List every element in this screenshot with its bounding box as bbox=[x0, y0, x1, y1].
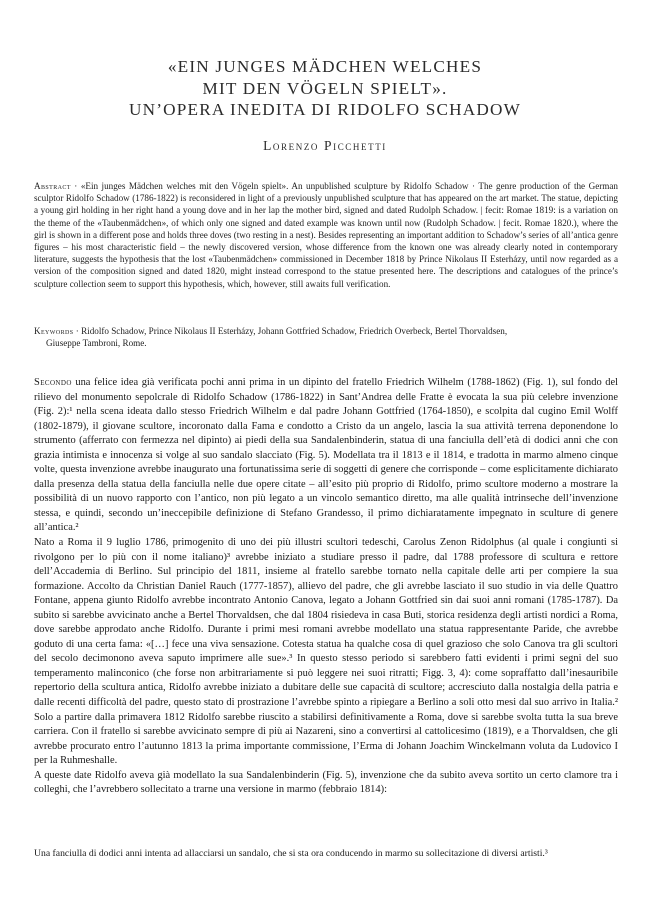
block-quote: Una fanciulla di dodici anni intenta ad allacciarsi un sandalo, che si sta ora conducendo in marmo su sollecitazione di diversi artisti.³ bbox=[34, 848, 548, 859]
body-paragraph-1-text: una felice idea già verificata pochi anni prima in un dipinto del fratello Friedrich Wilhelm (1788-1862) (Fig. 1), sul fondo del rilievo del monumento sepolcrale di Ridolfo Schadow (1786-1822) in Sant’Andrea delle Fratte è evocata la sua più celebre invenzione (Fig. 2):¹ nella scena ideata dallo stesso Friedrich Wilhelm e dal padre Johann Gottfried (1764-1850), e scolpita dal cugino Emil Wolff (1802-1879), il giovane scultore, incoronato dalla Fama e condotto a Cristo da un angelo, lascia la sua attività terrena deponendone lo strumento (afferrato con fermezza nel dipinto) ai piedi della sua Sandalenbinderin, statua di una fanciulla dell’età di dodici anni che con grazia intimista e innocenza si volge al suo sandalo slacciato (Fig. 5). Modellata tra il 1813 e il 1814, e tradotta in marmo almeno cinque volte, questa invenzione avrebbe inaugurato una fortunatissima serie di soggetti di genere che corrisponde – come esplicitamente dichiarato dalla presenza della statua della fanciulla nelle due opere citate – all’esito più proprio di Ridolfo, primo scultore moderno a mostrare la possibilità di un nuovo rapporto con l’antico, non più legato a un vincolo semantico diretto, ma alle qualità intrinseche dell’invenzione stessa, e quindi, secondo un’ineccepibile definizione di Stefano Grandesso, il primo dichiaratamente impegnato in sculture di genere all’antica.² bbox=[34, 377, 618, 534]
author-name: Lorenzo Picchetti bbox=[263, 138, 387, 153]
body-paragraph-3: A queste date Ridolfo aveva già modellato la sua Sandalenbinderin (Fig. 5), invenzione che da subito aveva sortito un certo clamore tra i colleghi, che l’avrebbero sollecitato a trarne una versione in marmo (febbraio 1814): bbox=[34, 769, 618, 796]
abstract bbox=[34, 180, 618, 290]
article-body bbox=[34, 376, 618, 798]
title-line-3: UN’OPERA INEDITA DI RIDOLFO SCHADOW bbox=[129, 100, 521, 119]
title-line-2: MIT DEN VÖGELN SPIELT». bbox=[202, 78, 448, 98]
article-title bbox=[60, 56, 590, 121]
body-paragraph-1 bbox=[34, 376, 618, 536]
keywords bbox=[34, 325, 618, 349]
keywords-line-2: Giuseppe Tambroni, Rome. bbox=[46, 338, 147, 349]
abstract-text: · «Ein junges Mädchen welches mit den Vögeln spielt». An unpublished sculpture by Ridolfo Schadow · The genre production of the German sculptor Ridolfo Schadow (1786-1822) is reconsidered in light of a previously unpublished sculpture that has appeared on the art market. The statue, depicting a young girl holding in her right hand a young dove and in her lap the mother bird, signed and dated Rudolph Schadow. | fecit: Romae 1819: is a variation on the theme of the «Taubenmädchen», of which only one signed and dated example was known until now (Rudolph Schadow. | fecit. Romae 1820.), where the girl is shown in a different pose and holds three doves (two resting in a nest). Besides representing an important addition to Schadow’s series of all’antica genre figures – his most characteristic field – the newly discovered version, whose difference from the known one was already clearly noted in contemporary literature, suggests the hypothesis that the lost «Taubenmädchen» commissioned in December 1818 by Prince Nikolaus II Esterházy, until now regarded as a version of the composition signed and dated 1820, might instead correspond to the statue presented here. The descriptions and catalogues of the prince’s sculpture collection seem to support this hypothesis, which, however, still awaits full verification. bbox=[34, 181, 618, 289]
keywords-line-1: · Ridolfo Schadow, Prince Nikolaus II Esterházy, Johann Gottfried Schadow, Friedrich Overbeck, Bertel Thorvaldsen, bbox=[73, 326, 508, 336]
body-lead-word: Secondo bbox=[34, 377, 72, 388]
keywords-label: Keywords bbox=[34, 326, 74, 336]
body-paragraph-2: Nato a Roma il 9 luglio 1786, primogenito di uno dei più illustri scultori tedeschi, Carolus Zenon Ridolphus (al quale i congiunti si rivolgono per lo più con il nome italiano)³ avrebbe iniziato a studiare presso il padre, dal 1788 professore di scultura e rettore dell’Accademia di Berlino. Sul principio del 1811, insieme al fratello sarebbe tornato nella capitale delle arti per compiere la sua formazione. Accolto da Christian Daniel Rauch (1777-1857), allievo del padre, che gli avrebbe lasciato il suo studio in via delle Quattro Fontane, appena giunto Ridolfo avrebbe incontrato Antonio Canova, legato a Johann Gottfried sin dai suoi anni romani (1785-1787). Da subito si sarebbe avvicinato anche a Bertel Thorvaldsen, che dal 1804 risiedeva in casa Buti, storica residenza degli artisti nordici a Roma, dove sarebbe approdato anche Ridolfo. Durante i primi mesi romani avrebbe modellato una statua rappresentante Paride, che avrebbe goduto di una certa fama: «[…] fece una viva sensazione. Cotesta statua ha qualche cosa di quel grazioso che solo Canova tra gli scultori del secolo decimonono aveva saputo imprimere alle sue».³ In questo stesso periodo si sarebbero fatti evidenti i primi segni del suo temperamento malinconico (che forse non arbitrariamente si può leggere nei suoi ritratti; Figg. 3, 4): come sopraffatto dall’inesauribile repertorio della scultura antica, Ridolfo avrebbe iniziato a dubitare delle sue capacità di scultore; accresciuto dalla nostalgia della patria e dalle recenti difficoltà del padre, questo stato di prostrazione l’avrebbe spinto a ripiegare a Berlino a soli otto mesi dal suo arrivo in Italia.² Solo a partire dalla primavera 1812 Ridolfo sarebbe riuscito a stabilirsi definitivamente a Roma, dove si sarebbe svolta tutta la sua breve carriera. Con il fratello si sarebbe avvicinato sempre di più ai Nazareni, sino a convertirsi al cattolicesimo (1819), e a Thorvaldsen, che gli avrebbe procurato entro l’autunno 1813 la prima importante commissione, l’Erma di Johann Joachim Winckelmann voluta da Ludovico I per la Ruhmeshalle. bbox=[34, 537, 618, 767]
abstract-label: Abstract bbox=[34, 181, 71, 191]
title-line-1: «EIN JUNGES MÄDCHEN WELCHES bbox=[167, 57, 483, 76]
